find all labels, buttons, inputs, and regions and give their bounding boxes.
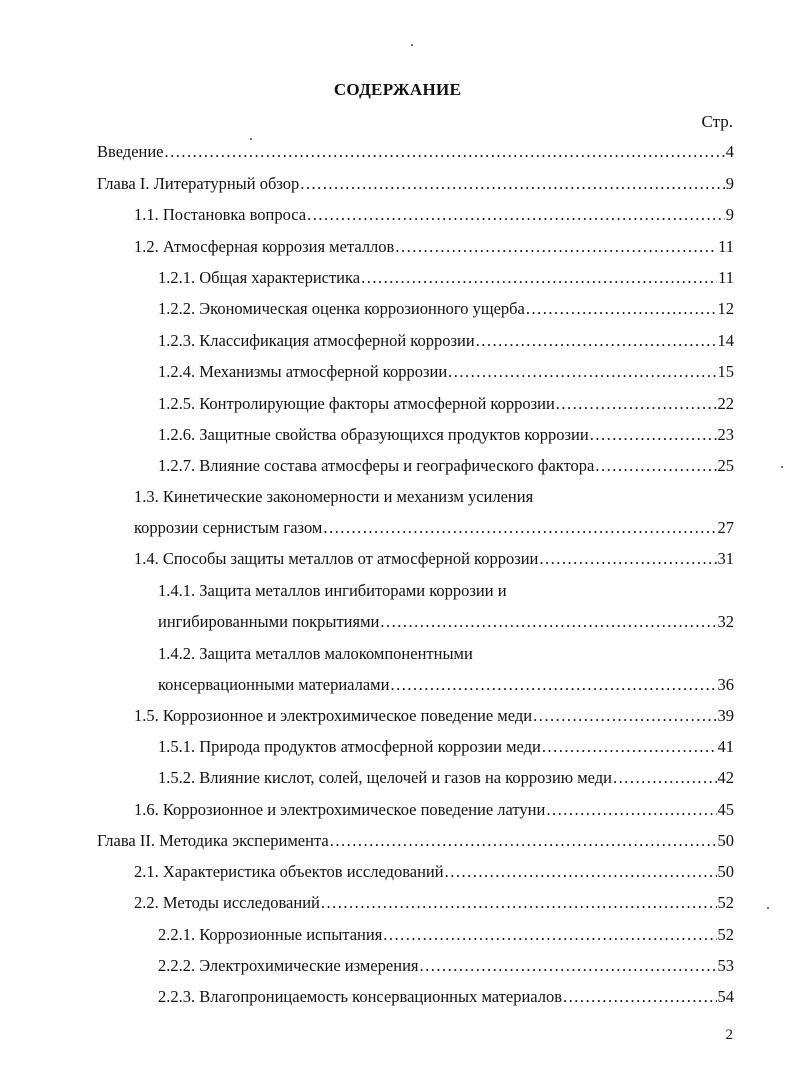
- toc-entry-page: 4: [725, 142, 734, 161]
- toc-entry-page: 39: [717, 706, 734, 725]
- toc-entry-page: 12: [717, 299, 734, 318]
- toc-entry-text: 1.1. Постановка вопроса: [134, 205, 307, 224]
- toc-entry: [134, 799, 734, 821]
- scan-speck: [781, 466, 783, 468]
- toc-entry-text: 1.2.7. Влияние состава атмосферы и географического фактора: [158, 456, 595, 475]
- toc-entry-page: 50: [717, 862, 734, 881]
- toc-leader: [539, 548, 716, 570]
- toc-entry-page: 36: [717, 675, 734, 694]
- toc-leader: [361, 267, 717, 289]
- toc-entry-page: 11: [718, 237, 734, 256]
- toc-entry: [158, 424, 734, 446]
- toc-entry-page: 52: [717, 893, 734, 912]
- toc-leader: [476, 330, 717, 352]
- toc-leader: [383, 924, 716, 946]
- toc-entry-page: 15: [717, 362, 734, 381]
- toc-entry-page: 11: [718, 268, 734, 287]
- toc-entry-page: 31: [717, 549, 734, 568]
- toc-leader: [323, 517, 716, 539]
- toc-entry: [158, 393, 734, 415]
- toc-entry: [158, 674, 734, 696]
- toc-entry-text: 2.2. Методы исследований: [134, 893, 320, 912]
- toc-entry-text: 2.2.1. Коррозионные испытания: [158, 925, 383, 944]
- toc-entry-page: 52: [717, 925, 734, 944]
- toc-entry-text: 1.6. Коррозионное и электрохимическое поведение латуни: [134, 800, 546, 819]
- page-column-label: Стр.: [701, 112, 733, 131]
- toc-leader: [330, 830, 717, 852]
- toc-entry: [134, 892, 734, 914]
- toc-entry-text: консервационными материалами: [158, 675, 390, 694]
- toc-entry-page: 54: [717, 987, 734, 1006]
- toc-entry-text: 1.4.2. Защита металлов малокомпонентными: [158, 644, 473, 663]
- toc-entry-page: 9: [725, 205, 734, 224]
- toc-entry-page: 9: [725, 174, 734, 193]
- toc-entry-text: 2.1. Характеристика объектов исследований: [134, 862, 444, 881]
- toc-leader: [546, 799, 716, 821]
- toc-entry-page: 22: [717, 394, 734, 413]
- toc-entry: [134, 861, 734, 883]
- toc-entry: [134, 486, 734, 508]
- toc-entry-page: 32: [717, 612, 734, 631]
- toc-entry-page: 41: [717, 737, 734, 756]
- toc-entry: [134, 236, 734, 258]
- toc-entry: [134, 204, 734, 226]
- toc-entry-text: ингибированными покрытиями: [158, 612, 380, 631]
- toc-entry-page: 25: [717, 456, 734, 475]
- toc-entry: [97, 830, 734, 852]
- toc-entry: [158, 767, 734, 789]
- toc-entry: [134, 705, 734, 727]
- toc-entry: [158, 455, 734, 477]
- toc-entry: [97, 173, 734, 195]
- toc-leader: [533, 705, 716, 727]
- toc-entry-text: 1.3. Кинетические закономерности и механизм усиления: [134, 487, 534, 506]
- toc-entry-text: Введение: [97, 142, 164, 161]
- toc-leader: [390, 674, 716, 696]
- toc-entry-page: 14: [717, 331, 734, 350]
- toc-entry-text: Глава I. Литературный обзор: [97, 174, 300, 193]
- toc-entry-text: 1.4.1. Защита металлов ингибиторами коррозии и: [158, 581, 507, 600]
- toc-leader: [307, 204, 725, 226]
- toc-entry-text: Глава II. Методика эксперимента: [97, 831, 329, 850]
- toc-entry: [158, 580, 734, 602]
- toc-entry-page: 45: [717, 800, 734, 819]
- toc-entry-page: 42: [717, 768, 734, 787]
- toc-leader: [420, 955, 717, 977]
- toc-entry-text: 1.4. Способы защиты металлов от атмосферной коррозии: [134, 549, 539, 568]
- toc-leader: [542, 736, 717, 758]
- page-title: СОДЕРЖАНИЕ: [333, 80, 462, 99]
- toc-entry: [158, 986, 734, 1008]
- toc-leader: [595, 455, 716, 477]
- page-number: 2: [725, 1027, 733, 1043]
- toc-entry-text: 2.2.2. Электрохимические измерения: [158, 956, 419, 975]
- toc-entry-page: 53: [717, 956, 734, 975]
- toc-leader: [321, 892, 717, 914]
- toc-leader: [590, 424, 717, 446]
- toc-entry-text: 1.2.6. Защитные свойства образующихся продуктов коррозии: [158, 425, 589, 444]
- toc-entry: [97, 141, 734, 163]
- toc-entry-text: 1.2.1. Общая характеристика: [158, 268, 361, 287]
- toc-leader: [448, 361, 716, 383]
- toc-entry: [158, 955, 734, 977]
- toc-entry-text: 1.5.2. Влияние кислот, солей, щелочей и газов на коррозию меди: [158, 768, 612, 787]
- toc-entry-text: 1.2. Атмосферная коррозия металлов: [134, 237, 395, 256]
- toc-entry: [134, 548, 734, 570]
- toc-entry: [158, 361, 734, 383]
- toc-entry-text: 1.5. Коррозионное и электрохимическое поведение меди: [134, 706, 533, 725]
- toc-entry: [158, 330, 734, 352]
- toc-entry: [158, 924, 734, 946]
- toc-entry-page: 50: [717, 831, 734, 850]
- toc-leader: [380, 611, 716, 633]
- toc-leader: [556, 393, 717, 415]
- scan-speck: [250, 138, 252, 140]
- scan-speck: [411, 44, 413, 46]
- toc-leader: [395, 236, 717, 258]
- toc-leader: [563, 986, 716, 1008]
- scan-speck: [767, 907, 769, 909]
- toc-leader: [526, 298, 717, 320]
- toc-entry-page: 23: [717, 425, 734, 444]
- toc-entry-text: 1.2.5. Контролирующие факторы атмосферной коррозии: [158, 394, 555, 413]
- toc-entry: [158, 267, 734, 289]
- toc-entry-text: 1.2.2. Экономическая оценка коррозионного ущерба: [158, 299, 525, 318]
- toc-leader: [300, 173, 724, 195]
- toc-entry-text: 1.5.1. Природа продуктов атмосферной коррозии меди: [158, 737, 541, 756]
- toc-entry: [158, 611, 734, 633]
- toc-entry-text: коррозии сернистым газом: [134, 518, 323, 537]
- toc-entry: [158, 298, 734, 320]
- toc-leader: [613, 767, 717, 789]
- toc-entry-text: 2.2.3. Влагопроницаемость консервационных материалов: [158, 987, 563, 1006]
- toc-entry: [134, 517, 734, 539]
- toc-entry-text: 1.2.4. Механизмы атмосферной коррозии: [158, 362, 448, 381]
- toc-entry-text: 1.2.3. Классификация атмосферной коррозии: [158, 331, 475, 350]
- toc-entry: [158, 736, 734, 758]
- toc-entry: [158, 643, 734, 665]
- toc-leader: [165, 141, 725, 163]
- toc-leader: [445, 861, 717, 883]
- toc-entry-page: 27: [717, 518, 734, 537]
